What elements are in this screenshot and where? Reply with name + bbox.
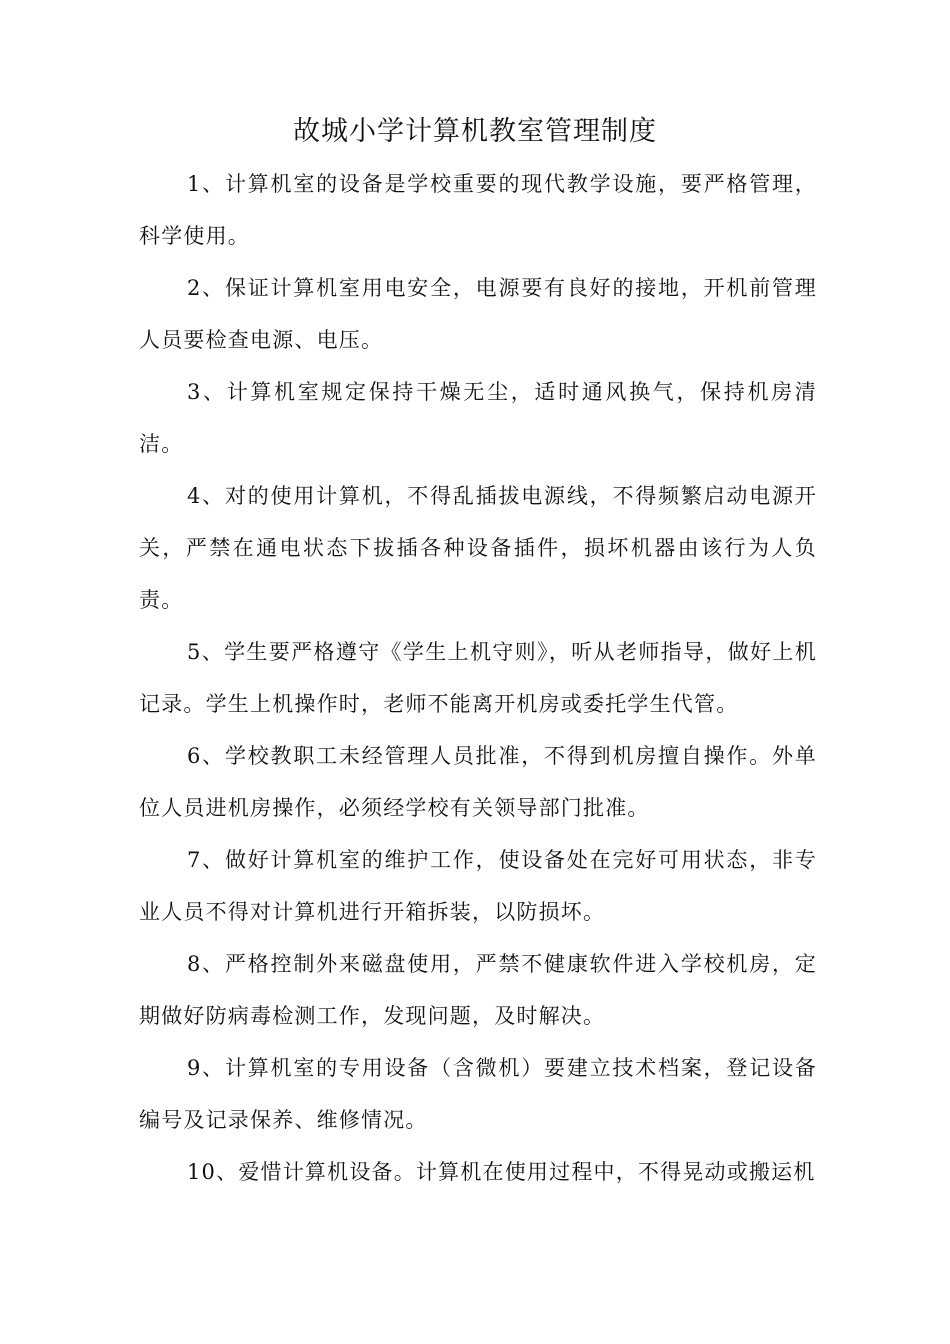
rule-paragraph-4: 4、对的使用计算机，不得乱插拔电源线，不得频繁启动电源开关，严禁在通电状态下拔插各种设备插件，损坏机器由该行为人负责。 (139, 484, 817, 612)
rule-paragraph-7: 7、做好计算机室的维护工作，使设备处在完好可用状态，非专业人员不得对计算机进行开箱拆装，以防损坏。 (139, 848, 817, 924)
rule-paragraph-10: 10、爱惜计算机设备。计算机在使用过程中，不得晃动或搬运机 (187, 1160, 816, 1184)
document-body (139, 158, 817, 1198)
rule-paragraph-8: 8、严格控制外来磁盘使用，严禁不健康软件进入学校机房，定期做好防病毒检测工作，发现问题，及时解决。 (139, 952, 817, 1028)
rule-paragraph-2: 2、保证计算机室用电安全，电源要有良好的接地，开机前管理人员要检查电源、电压。 (139, 276, 817, 352)
rule-paragraph-1: 1、计算机室的设备是学校重要的现代教学设施，要严格管理，科学使用。 (139, 172, 817, 248)
rule-paragraph-3: 3、计算机室规定保持干燥无尘，适时通风换气，保持机房清洁。 (139, 380, 817, 456)
document-title: 故城小学计算机教室管理制度 (293, 116, 657, 147)
rule-paragraph-5: 5、学生要严格遵守《学生上机守则》，听从老师指导，做好上机记录。学生上机操作时，老师不能离开机房或委托学生代管。 (139, 640, 817, 716)
rule-paragraph-9: 9、计算机室的专用设备（含微机）要建立技术档案，登记设备编号及记录保养、维修情况。 (139, 1056, 817, 1132)
rule-paragraph-6: 6、学校教职工未经管理人员批准，不得到机房擅自操作。外单位人员进机房操作，必须经学校有关领导部门批准。 (139, 744, 817, 820)
